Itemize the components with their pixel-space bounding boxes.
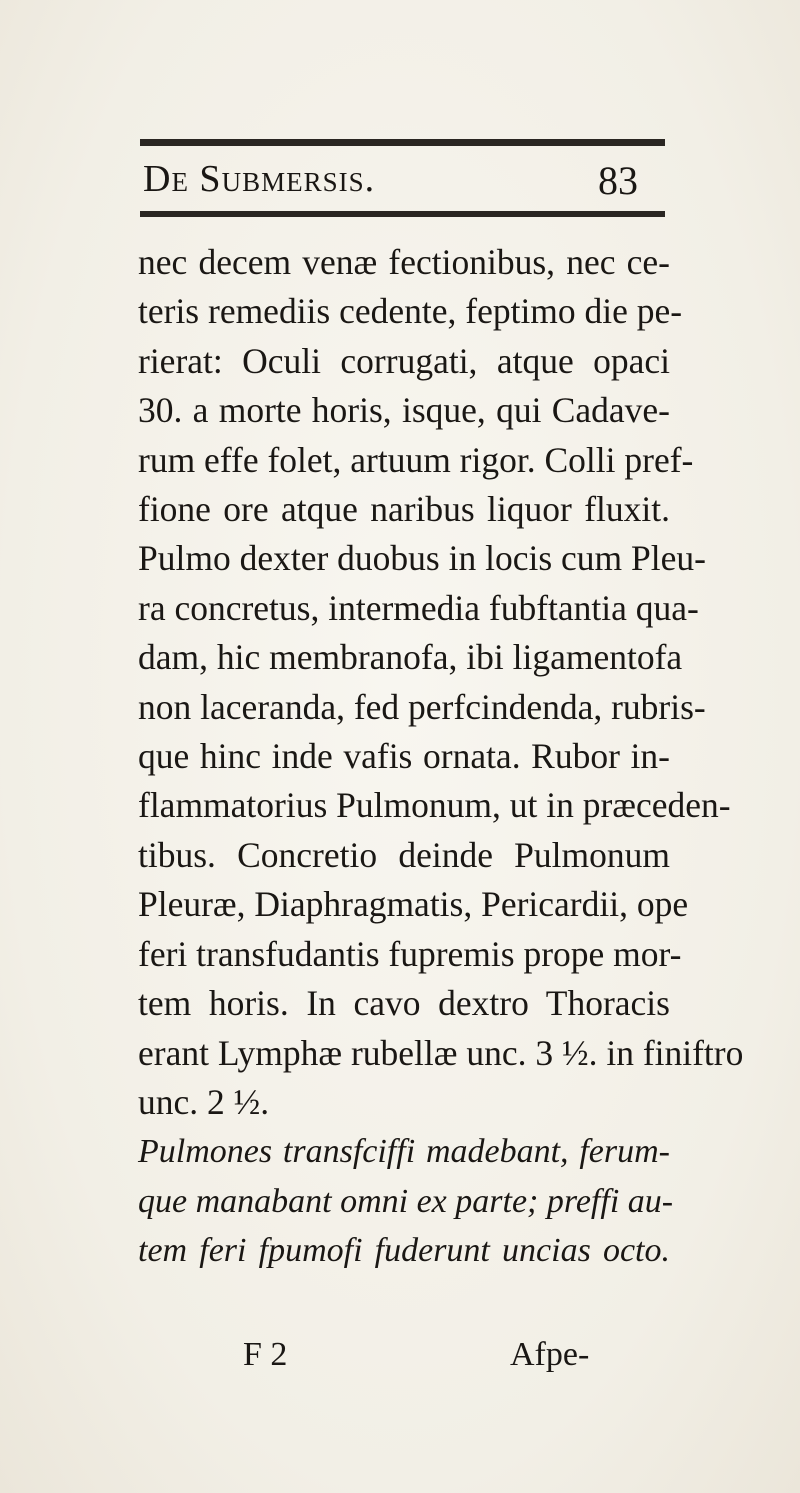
catchword: Afpe-	[510, 1336, 590, 1373]
text-line: nec decem venæ fectionibus, nec ce-	[138, 242, 670, 282]
italic-line: tem feri fpumofi fuderunt uncias octo.	[138, 1232, 670, 1270]
text-line: rum effe folet, artuum rigor. Colli pref-	[138, 439, 694, 480]
running-title: De Submersis.	[143, 158, 376, 200]
italic-paragraph	[138, 1127, 674, 1275]
page-number: 83	[598, 158, 638, 203]
text-line: rierat: Oculi corrugati, atque opaci	[138, 340, 670, 381]
body-text	[138, 238, 744, 1276]
header-rule-top	[140, 139, 665, 146]
text-line: erant Lymphæ rubellæ unc. 3 ½. in finiftro	[138, 1032, 744, 1073]
text-line: teris remediis cedente, feptimo die pe-	[138, 291, 683, 332]
text-line: non laceranda, fed perfcindenda, rubris-	[138, 686, 706, 727]
text-line: tem horis. In cavo dextro Thoracis	[138, 983, 670, 1024]
text-line: fione ore atque naribus liquor fluxit.	[138, 489, 670, 530]
italic-line: que manabant omni ex parte; preffi au-	[138, 1182, 674, 1220]
text-line: Pulmo dexter duobus in locis cum Pleu-	[138, 538, 706, 579]
text-line: feri transfudantis fupremis prope mor-	[138, 933, 682, 974]
text-line: 30. a morte horis, isque, qui Cadave-	[138, 390, 670, 431]
text-line: dam, hic membranofa, ibi ligamentofa	[138, 637, 683, 678]
text-line: Pleuræ, Diaphragmatis, Pericardii, ope	[138, 884, 689, 925]
italic-line: Pulmones transfciffi madebant, ferum-	[138, 1133, 670, 1171]
text-line: tibus. Concretio deinde Pulmonum	[138, 834, 670, 875]
text-line: ra concretus, intermedia fubftantia qua-	[138, 587, 699, 628]
text-line: flammatorius Pulmonum, ut in præceden-	[138, 785, 731, 826]
text-line: que hinc inde vafis ornata. Rubor in-	[138, 736, 670, 777]
header-rule-bottom	[140, 211, 665, 217]
signature-mark: F 2	[243, 1336, 288, 1373]
text-line: unc. 2 ½.	[138, 1081, 270, 1122]
